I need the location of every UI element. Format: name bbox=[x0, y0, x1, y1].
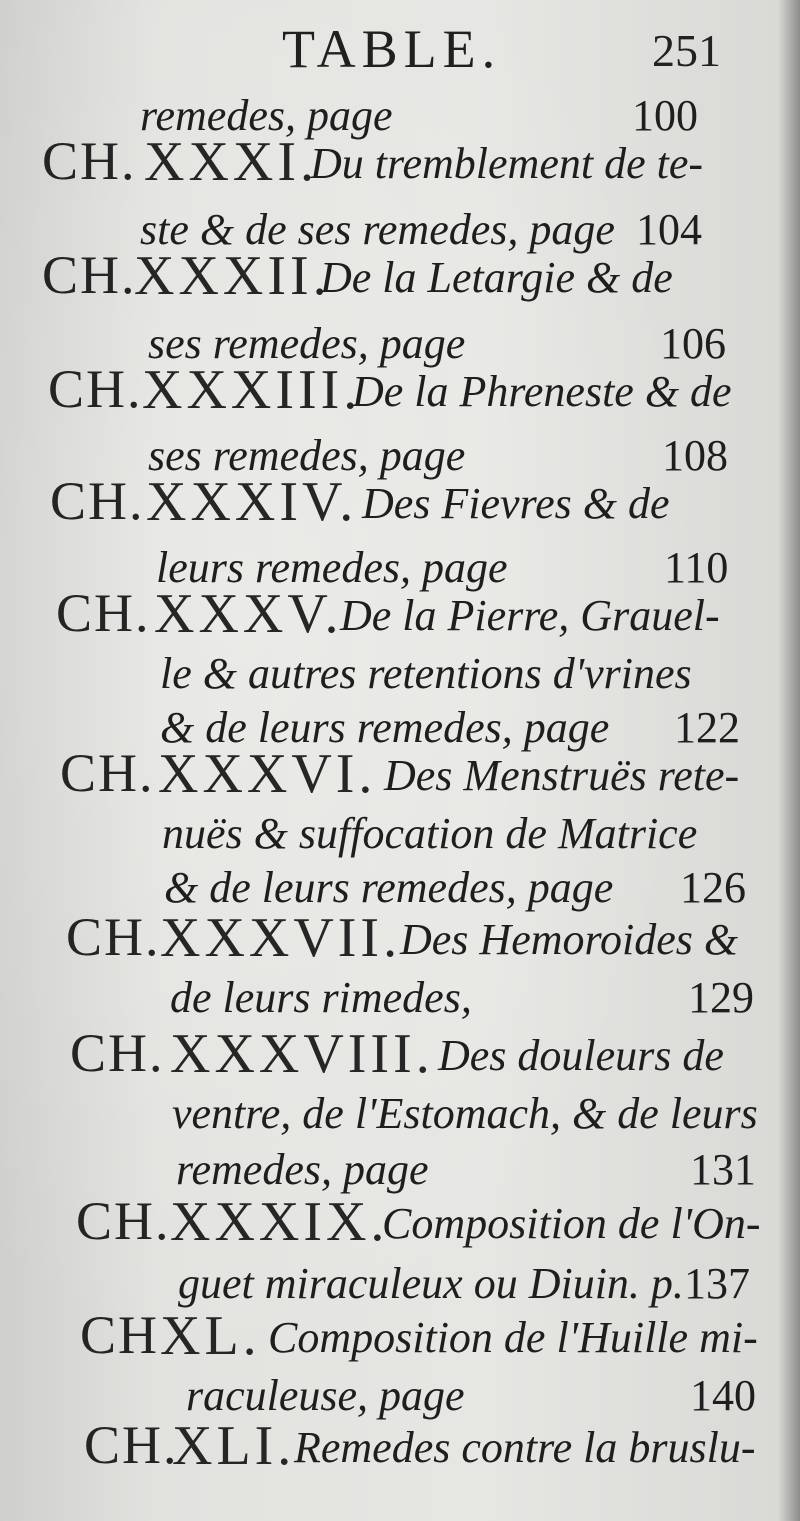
chapter-abbrev: CH bbox=[80, 1305, 160, 1365]
chapter-numeral: XXXIV. bbox=[146, 471, 358, 533]
entry-page: 140 bbox=[690, 1371, 756, 1420]
chapter-numeral: XXXII. bbox=[134, 245, 331, 307]
chapter-abbrev: CH. bbox=[56, 583, 151, 643]
chapter-abbrev: CH. bbox=[42, 245, 137, 305]
chapter-title: Des douleurs de bbox=[438, 1031, 724, 1080]
page-edge-shadow bbox=[778, 0, 800, 1521]
chapter-numeral: XXXVI. bbox=[158, 743, 377, 805]
chapter-numeral: XXXIII. bbox=[142, 359, 362, 421]
entry-text: ventre, de l'Estomach, & de leurs bbox=[172, 1089, 758, 1138]
entry-page: 137 bbox=[684, 1259, 750, 1308]
entry-text: & de leurs remedes, page bbox=[160, 703, 610, 752]
entry-page: 131 bbox=[690, 1145, 756, 1194]
page-header bbox=[0, 18, 800, 88]
entry-page: 129 bbox=[688, 973, 754, 1022]
chapter-title: Du tremblement de te- bbox=[310, 139, 704, 188]
entry-text: & de leurs remedes, page bbox=[164, 863, 614, 912]
chapter-title: Remedes contre la bruslu- bbox=[294, 1423, 756, 1472]
entry-text: remedes, page bbox=[176, 1145, 429, 1194]
chapter-abbrev: CH. bbox=[60, 743, 155, 803]
chapter-numeral: XXXV. bbox=[154, 583, 343, 645]
chapter-numeral: XXXVIII. bbox=[170, 1023, 434, 1085]
chapter-abbrev: CH. bbox=[76, 1191, 171, 1251]
chapter-abbrev: CH. bbox=[66, 907, 161, 967]
chapter-title: Des Menstruës rete- bbox=[384, 751, 740, 800]
chapter-title: De la Phreneste & de bbox=[352, 367, 732, 416]
toc-chapter-line bbox=[0, 1414, 800, 1494]
entry-text: remedes, page bbox=[140, 91, 393, 140]
page-number: 251 bbox=[652, 25, 721, 76]
chapter-title: De la Pierre, Grauel- bbox=[340, 591, 720, 640]
chapter-title: Composition de l'Huille mi- bbox=[268, 1313, 758, 1362]
entry-text: leurs remedes, page bbox=[156, 543, 508, 592]
chapter-title: Des Hemoroides & bbox=[400, 915, 739, 964]
entry-text: ste & de ses remedes, page bbox=[140, 205, 615, 254]
running-title: TABLE. bbox=[282, 19, 502, 79]
entry-page: 110 bbox=[664, 543, 729, 592]
chapter-abbrev: CH. bbox=[48, 359, 143, 419]
chapter-abbrev: CH. bbox=[84, 1415, 179, 1475]
chapter-numeral: XXXVII. bbox=[160, 907, 402, 969]
entry-text: guet miraculeux ou Diuin. p. bbox=[178, 1259, 684, 1308]
entry-text: raculeuse, page bbox=[186, 1371, 465, 1420]
chapter-title: De la Letargie & de bbox=[320, 253, 673, 302]
chapter-abbrev: CH. bbox=[70, 1023, 165, 1083]
chapter-numeral: XLI. bbox=[172, 1415, 296, 1477]
entry-page: 104 bbox=[636, 205, 702, 254]
entry-page: 126 bbox=[680, 863, 746, 912]
chapter-abbrev: CH. bbox=[42, 131, 137, 191]
entry-text: de leurs rimedes, bbox=[170, 973, 472, 1022]
entry-page: 122 bbox=[674, 703, 740, 752]
entry-page: 106 bbox=[660, 319, 726, 368]
entry-text: ses remedes, page bbox=[148, 319, 466, 368]
chapter-title: Composition de l'On- bbox=[382, 1199, 761, 1248]
entry-text: nuës & suffocation de Matrice bbox=[162, 809, 698, 858]
chapter-numeral: XXXIX. bbox=[170, 1191, 389, 1253]
chapter-abbrev: CH. bbox=[50, 471, 145, 531]
entry-page: 108 bbox=[662, 431, 728, 480]
chapter-title: Des Fievres & de bbox=[362, 479, 670, 528]
entry-text: le & autres retentions d'vrines bbox=[160, 649, 692, 698]
entry-page: 100 bbox=[632, 91, 698, 140]
chapter-numeral: XL. bbox=[160, 1305, 261, 1367]
entry-text: ses remedes, page bbox=[148, 431, 466, 480]
chapter-numeral: XXXI. bbox=[144, 131, 318, 193]
